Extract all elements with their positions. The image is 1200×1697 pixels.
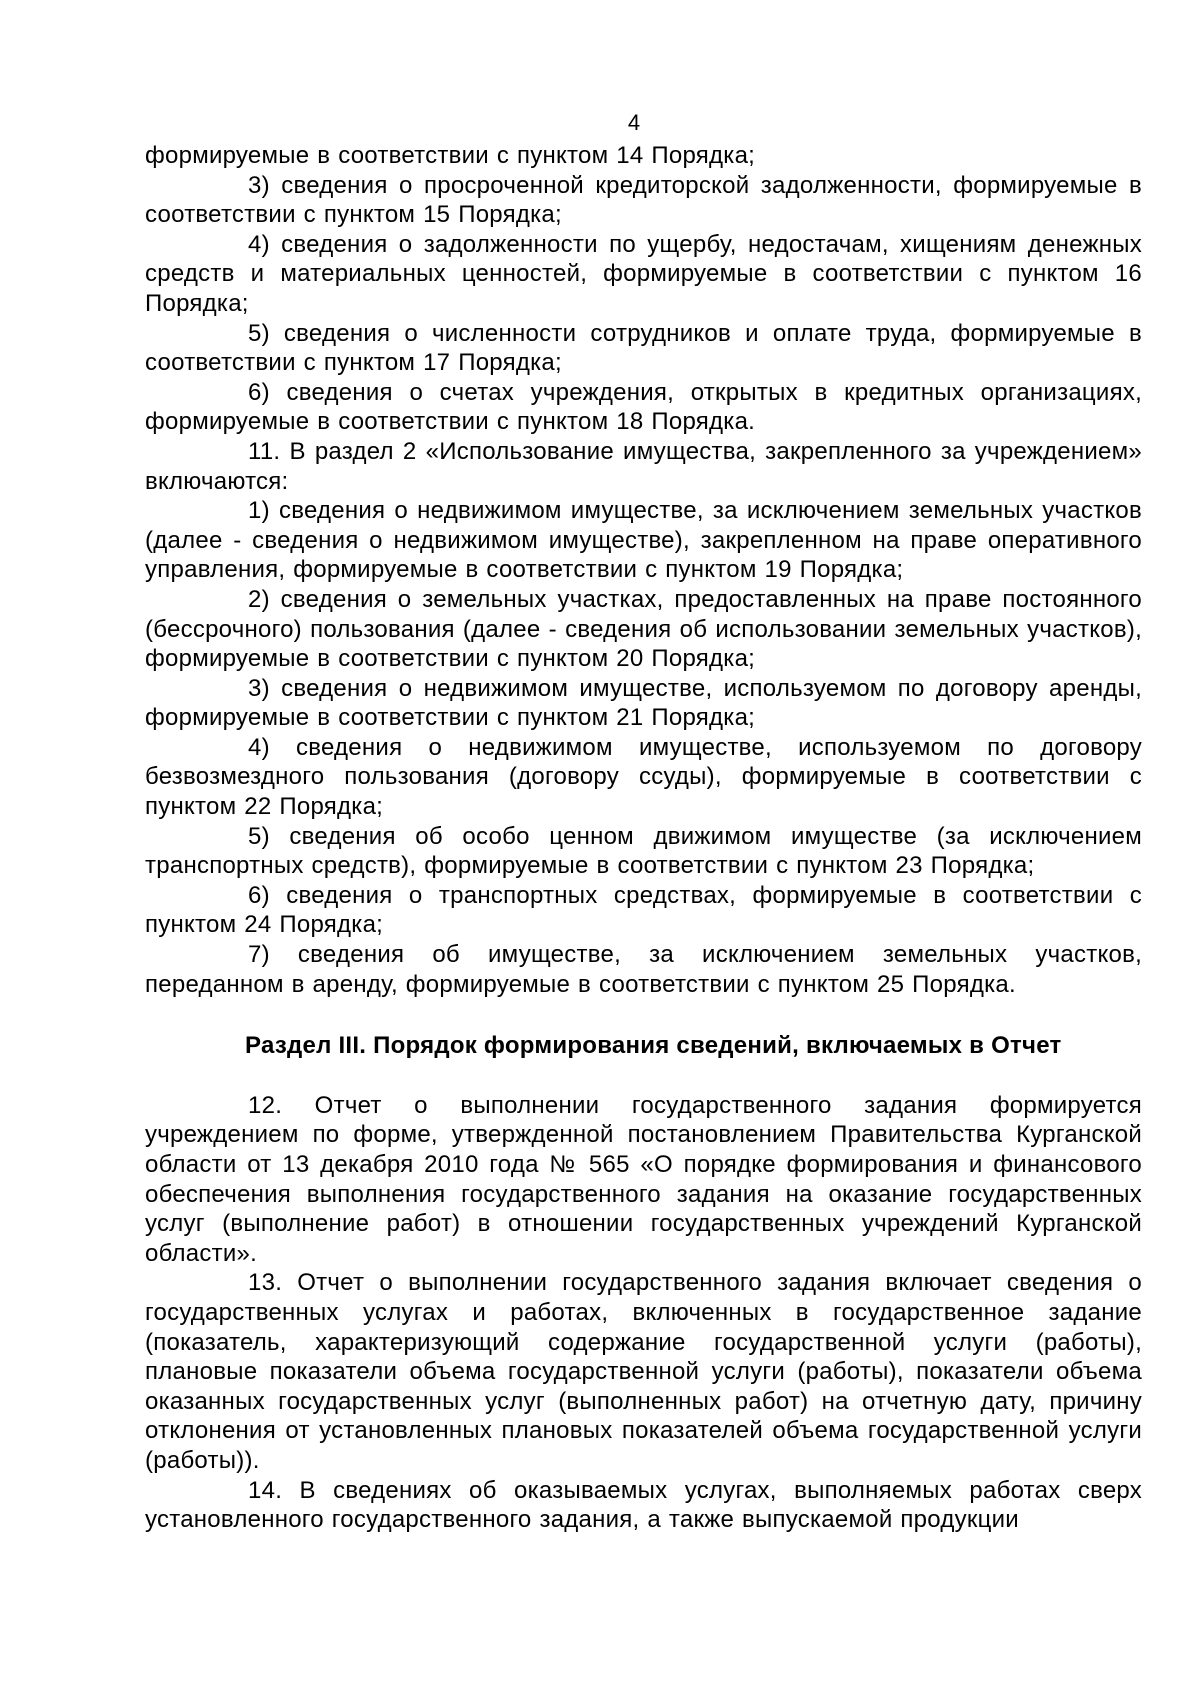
paragraph-item-6-vehicles: 6) сведения о транспортных средствах, формируемые в соответствии с пунктом 24 Порядка; — [145, 881, 1142, 939]
paragraph-item-4-free-use: 4) сведения о недвижимом имуществе, используемом по договору безвозмездного пользования (договору ссуды), формируемые в соответствии с пунктом 22 Порядка; — [145, 733, 1142, 821]
document-body — [145, 141, 1142, 1535]
paragraph-item-3-overdue-payables: 3) сведения о просроченной кредиторской задолженности, формируемые в соответствии с пунктом 15 Порядка; — [145, 171, 1142, 229]
paragraph-item-5-staff-and-pay: 5) сведения о численности сотрудников и оплате труда, формируемые в соответствии с пунктом 17 Порядка; — [145, 319, 1142, 377]
page-number: 4 — [627, 110, 641, 135]
paragraph-11-section-2: 11. В раздел 2 «Использование имущества, закрепленного за учреждением» включаются: — [145, 437, 1142, 495]
paragraph-item-3-lease: 3) сведения о недвижимом имуществе, используемом по договору аренды, формируемые в соответствии с пунктом 21 Порядка; — [145, 674, 1142, 732]
paragraph-continuation: формируемые в соответствии с пунктом 14 Порядка; — [145, 142, 756, 169]
paragraph-item-4-damage-debt: 4) сведения о задолженности по ущербу, недостачам, хищениям денежных средств и материальных ценностей, формируемые в соответствии с пунктом 16 Порядка; — [145, 230, 1142, 317]
paragraph-item-6-bank-accounts: 6) сведения о счетах учреждения, открытых в кредитных организациях, формируемые в соответствии с пунктом 18 Порядка. — [145, 378, 1142, 436]
paragraph-13-report-contents: 13. Отчет о выполнении государственного задания включает сведения о государственных услугах и работах, включенных в государственное задание (показатель, характеризующий содержание государственной услуги (работы), плановые показатели объема государственной услуги (работы), показатели объема оказанных государственных услуг (выполненных работ) на отчетную дату, причину отклонения от установленных плановых показателей объема государственной услуги (работы)). — [145, 1269, 1142, 1474]
paragraph-item-5-valuable-movables: 5) сведения об особо ценном движимом имуществе (за исключением транспортных средств), формируемые в соответствии с пунктом 23 Порядка; — [145, 822, 1142, 880]
paragraph-item-2-land-plots: 2) сведения о земельных участках, предоставленных на праве постоянного (бессрочного) пользования (далее - сведения об использовании земельных участков), формируемые в соответствии с пунктом 20 Порядка; — [145, 585, 1142, 673]
paragraph-item-7-leased-out: 7) сведения об имуществе, за исключением земельных участков, переданном в аренду, формируемые в соответствии с пунктом 25 Порядка. — [145, 941, 1142, 998]
paragraph-12-state-task-report: 12. Отчет о выполнении государственного задания формируется учреждением по форме, утвержденной постановлением Правительства Курганской области от 13 декабря 2010 года № 565 «О порядке формирования и финансового обеспечения выполнения государственного задания на оказание государственных услуг (выполнение работ) в отношении государственных учреждений Курганской области». — [145, 1091, 1142, 1267]
paragraph-14-extra-services: 14. В сведениях об оказываемых услугах, выполняемых работах сверх установленного государственного задания, а также выпускаемой продукции — [145, 1476, 1142, 1534]
section-heading: Раздел III. Порядок формирования сведений, включаемых в Отчет — [245, 1032, 1062, 1060]
paragraph-item-1-real-estate: 1) сведения о недвижимом имуществе, за исключением земельных участков (далее - сведения о недвижимом имуществе), закрепленном на праве оперативного управления, формируемые в соответствии с пунктом 19 Порядка; — [145, 497, 1142, 584]
